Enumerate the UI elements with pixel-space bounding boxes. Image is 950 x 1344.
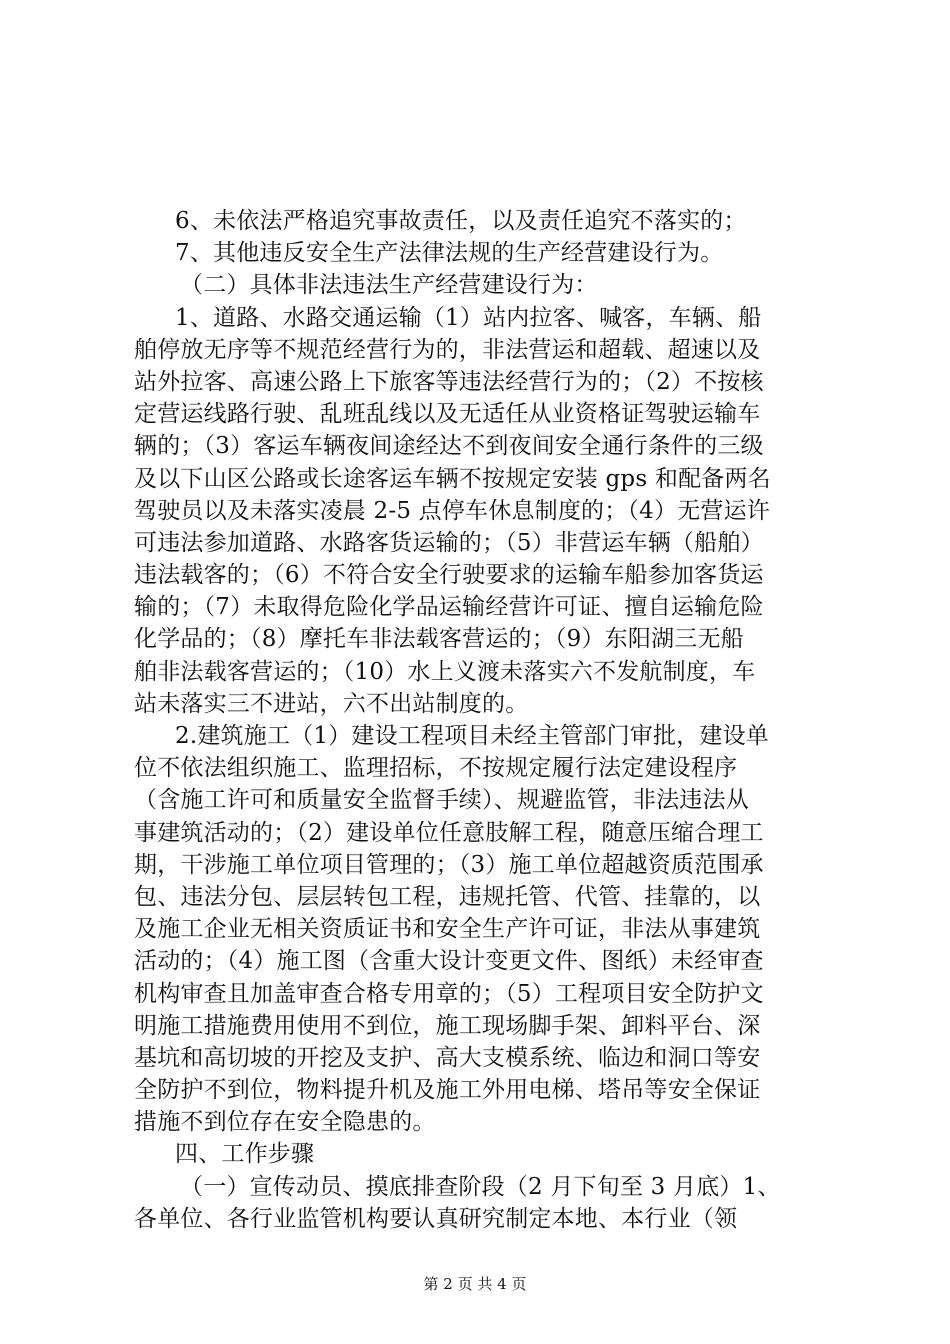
traffic-paragraph-line-5: 辆的；（3）客运车辆夜间途经达不到夜间安全通行条件的三级 — [134, 433, 764, 460]
construction-paragraph-line-10: 明施工措施费用使用不到位，施工现场脚手架、卸料平台、深 — [134, 1012, 761, 1039]
construction-paragraph-line-6: 包、违法分包、层层转包工程，违规托管、代管、挂靠的，以 — [134, 883, 761, 910]
traffic-paragraph-line-8: 可违法参加道路、水路客货运输的；（5）非营运车辆（船舶） — [134, 529, 764, 556]
traffic-paragraph-line-12: 舶非法载客营运的；（10）水上义渡未落实六不发航制度，车 — [134, 658, 756, 685]
construction-paragraph-line-9: 机构审查且加盖审查合格专用章的；（5）工程项目安全防护文 — [134, 980, 764, 1007]
construction-paragraph-line-11: 基坑和高切坡的开挖及支护、高大支模系统、临边和洞口等安 — [134, 1044, 761, 1071]
traffic-paragraph-line-7: 驾驶员以及未落实凌晨 2-5 点停车休息制度的；（4）无营运许 — [134, 497, 770, 524]
construction-paragraph-line-2: 位不依法组织施工、监理招标，不按规定履行法定建设程序 — [134, 755, 738, 782]
construction-paragraph-line-5: 期，干涉施工单位项目管理的；（3）施工单位超越资质范围承 — [134, 851, 764, 878]
traffic-paragraph-line-9: 违法载客的；（6）不符合安全行驶要求的运输车船参加客货运 — [134, 562, 764, 589]
traffic-paragraph-line-10: 输的；（7）未取得危险化学品运输经营许可证、擅自运输危险 — [134, 594, 764, 621]
traffic-paragraph-line-6: 及以下山区公路或长途客运车辆不按规定安装 gps 和配备两名 — [134, 465, 771, 492]
item-6-line: 6、未依法严格追究事故责任，以及责任追究不落实的； — [175, 208, 747, 234]
construction-paragraph-line-1: 2.建筑施工（1）建设工程项目未经主管部门审批，建设单 — [175, 723, 769, 749]
construction-paragraph-line-13: 措施不到位存在安全隐患的。 — [134, 1109, 436, 1136]
traffic-paragraph-line-3: 站外拉客、高速公路上下旅客等违法经营行为的；（2）不按核 — [134, 368, 764, 395]
construction-paragraph-line-8: 活动的；（4）施工图（含重大设计变更文件、图纸）未经审查 — [134, 948, 764, 975]
construction-paragraph-line-4: 事建筑活动的；（2）建设单位任意肢解工程，随意压缩合理工 — [134, 819, 764, 846]
traffic-paragraph-line-1: 1、道路、水路交通运输（1）站内拉客、喊客，车辆、船 — [175, 304, 762, 331]
construction-paragraph-line-12: 全防护不到位，物料提升机及施工外用电梯、塔吊等安全保证 — [134, 1077, 761, 1104]
traffic-paragraph-line-4: 定营运线路行驶、乱班乱线以及无适任从业资格证驾驶运输车 — [134, 401, 761, 428]
step-1-line-1: （一）宣传动员、摸底排查阶段（2 月下旬至 3 月底）1、 — [180, 1173, 781, 1200]
page-number-footer: 第 2 页 共 4 页 — [423, 1275, 527, 1293]
section-heading-2: （二）具体非法违法生产经营建设行为： — [180, 272, 598, 299]
document-body — [134, 205, 834, 1235]
traffic-paragraph-line-13: 站未落实三不进站，六不出站制度的。 — [134, 690, 529, 717]
construction-paragraph-line-3: （含施工许可和质量安全监督手续）、规避监管，非法违法从 — [134, 787, 749, 814]
step-1-line-2: 各单位、各行业监管机构要认真研究制定本地、本行业（领 — [134, 1205, 738, 1232]
traffic-paragraph-line-11: 化学品的；（8）摩托车非法载客营运的；（9）东阳湖三无船 — [134, 626, 744, 653]
construction-paragraph-line-7: 及施工企业无相关资质证书和安全生产许可证，非法从事建筑 — [134, 916, 761, 943]
item-7-line: 7、其他违反安全生产法律法规的生产经营建设行为。 — [175, 240, 724, 267]
section-heading-4: 四、工作步骤 — [175, 1141, 315, 1168]
traffic-paragraph-line-2: 舶停放无序等不规范经营行为的，非法营运和超载、超速以及 — [134, 336, 761, 363]
